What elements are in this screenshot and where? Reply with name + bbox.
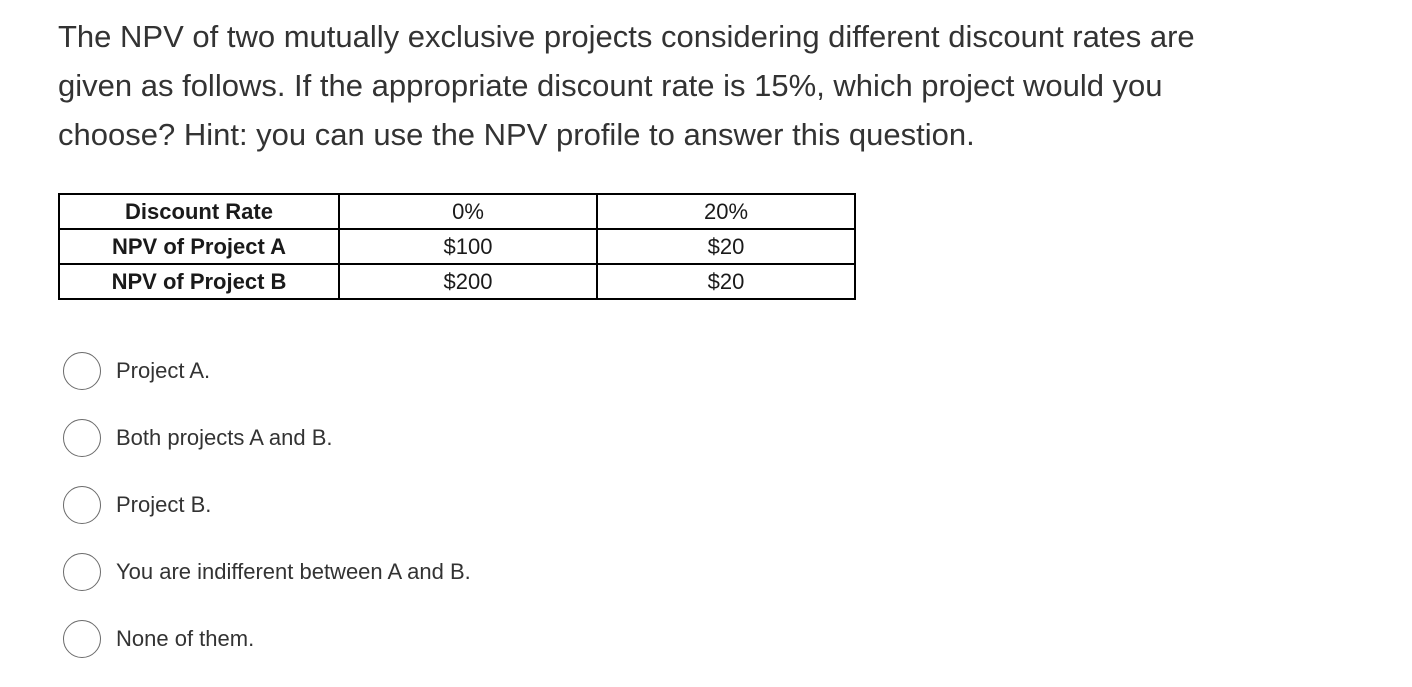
table-cell: 0% [339,194,597,229]
table-row-label: NPV of Project A [59,229,339,264]
radio-button[interactable] [63,419,101,457]
question-text [58,12,1358,159]
question-line-3: choose? Hint: you can use the NPV profile to answer this question. [58,117,975,152]
question-line-1: The NPV of two mutually exclusive projects considering different discount rates are [58,19,1195,54]
option-label: Project B. [116,492,212,517]
option-label: Project A. [116,358,211,383]
option-none[interactable] [63,618,863,660]
table-cell: 20% [597,194,855,229]
option-label: Both projects A and B. [116,425,333,450]
option-project-b[interactable] [63,484,863,526]
option-project-a[interactable] [63,350,863,392]
radio-button[interactable] [63,486,101,524]
answer-options [63,350,863,685]
npv-table [58,193,856,300]
table-cell: $20 [597,229,855,264]
question-line-2: given as follows. If the appropriate discount rate is 15%, which project would you [58,68,1163,103]
option-both-projects[interactable] [63,417,863,459]
radio-button[interactable] [63,553,101,591]
radio-button[interactable] [63,352,101,390]
table-row-project-a [59,229,855,264]
option-label: You are indifferent between A and B. [116,559,471,584]
table-cell: $200 [339,264,597,299]
table-cell: $20 [597,264,855,299]
table-row-label: Discount Rate [59,194,339,229]
table-row-discount-rate [59,194,855,229]
table-row-project-b [59,264,855,299]
option-label: None of them. [116,626,255,651]
radio-button[interactable] [63,620,101,658]
table-cell: $100 [339,229,597,264]
option-indifferent[interactable] [63,551,863,593]
table-row-label: NPV of Project B [59,264,339,299]
